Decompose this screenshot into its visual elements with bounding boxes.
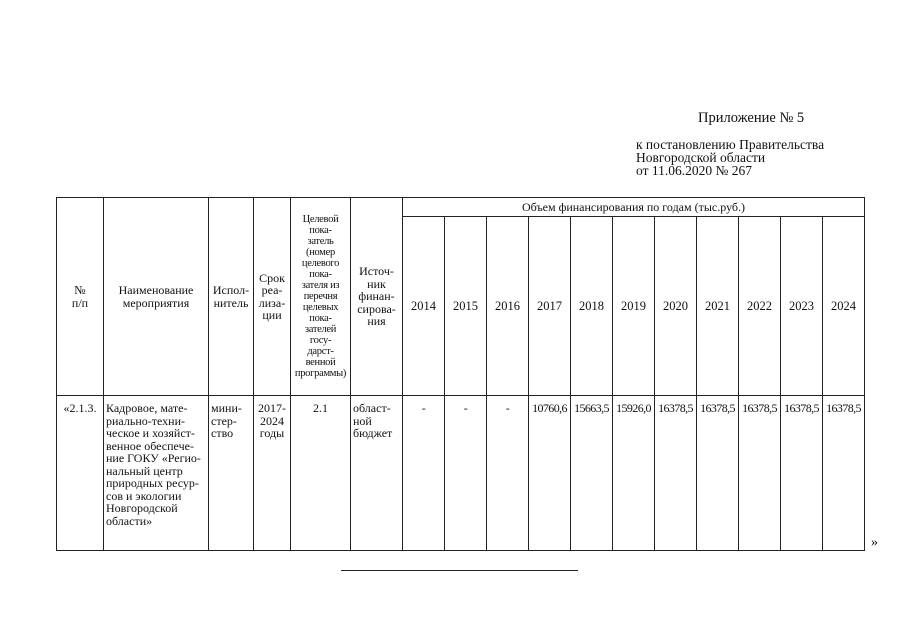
- cell-line: госу-: [309, 335, 332, 346]
- cell-line: лиза-: [258, 295, 286, 310]
- cell-line: бюджет: [353, 426, 393, 440]
- header-name: [104, 198, 209, 396]
- row-source: [351, 396, 403, 551]
- funding-table: [56, 197, 865, 551]
- funding-value: -: [487, 396, 529, 551]
- cell-line: ство: [211, 426, 234, 440]
- header-line: Новгородской области: [636, 150, 766, 165]
- year-header: 2016: [487, 217, 529, 396]
- cell-line: 2017-: [258, 401, 286, 415]
- year-header: 2018: [571, 217, 613, 396]
- cell-line: нитель: [213, 295, 249, 310]
- row-executor: [209, 396, 254, 551]
- cell-line: стер-: [211, 413, 237, 428]
- cell-line: Целевой: [302, 214, 339, 225]
- cell-line: зателей: [304, 324, 337, 335]
- header-line: к постановлению Правительства: [636, 137, 825, 152]
- row-target: 2.1: [291, 396, 351, 551]
- cell-line: перечня: [303, 291, 338, 302]
- year-header: 2021: [697, 217, 739, 396]
- cell-line: ции: [262, 308, 282, 322]
- cell-line: п/п: [71, 295, 89, 310]
- cell-line: пока-: [309, 313, 332, 324]
- funding-value: 16378,5: [739, 396, 781, 551]
- cell-line: целевого: [301, 258, 340, 269]
- cell-line: пока-: [309, 225, 332, 236]
- header-term: [254, 198, 291, 396]
- header-target: [291, 198, 351, 396]
- bottom-rule: [341, 570, 578, 571]
- cell-line: ния: [367, 314, 386, 329]
- funding-value: 16378,5: [823, 396, 865, 551]
- header-line: от 11.06.2020 № 267: [636, 163, 752, 178]
- cell-line: Кадровое, мате-: [106, 401, 188, 415]
- header-funding: Объем финансирования по годам (тыс.руб.): [403, 198, 865, 217]
- funding-value: 16378,5: [655, 396, 697, 551]
- cell-line: финан-: [358, 289, 395, 304]
- header-source: [351, 198, 403, 396]
- cell-line: Срок: [259, 270, 285, 285]
- cell-line: венной: [305, 357, 336, 368]
- cell-line: дарст-: [307, 346, 334, 357]
- cell-line: мероприятия: [122, 295, 190, 310]
- cell-line: реа-: [261, 283, 283, 297]
- year-header: 2014: [403, 217, 445, 396]
- appendix-title: Приложение № 5: [698, 110, 805, 126]
- funding-value: 10760,6: [529, 396, 571, 551]
- cell-line: программы): [294, 368, 347, 379]
- cell-line: риально-техни-: [106, 413, 185, 428]
- cell-line: Испол-: [212, 283, 250, 297]
- header-num: [57, 198, 104, 396]
- cell-line: затель: [307, 236, 334, 247]
- funding-value: 16378,5: [781, 396, 823, 551]
- cell-line: сирова-: [357, 301, 396, 316]
- year-header: 2022: [739, 217, 781, 396]
- funding-value: 15663,5: [571, 396, 613, 551]
- cell-line: нальный центр: [106, 463, 183, 478]
- cell-line: мини-: [211, 401, 242, 415]
- cell-line: Новгородской: [106, 501, 178, 515]
- cell-line: Источ-: [359, 264, 394, 279]
- row-name: [104, 396, 209, 551]
- header-executor: [209, 198, 254, 396]
- funding-value: -: [403, 396, 445, 551]
- cell-line: сов и экологии: [106, 488, 182, 503]
- year-header: 2015: [445, 217, 487, 396]
- row-num: «2.1.3.: [57, 396, 104, 551]
- cell-line: област-: [353, 401, 391, 415]
- cell-line: ник: [367, 276, 386, 291]
- cell-line: 2024: [260, 413, 284, 428]
- cell-line: ческое и хозяйст-: [106, 426, 195, 440]
- closing-quote: »: [871, 535, 878, 550]
- cell-line: №: [74, 283, 86, 297]
- cell-line: (номер: [306, 247, 335, 258]
- row-term: [254, 396, 291, 551]
- cell-line: пока-: [309, 269, 332, 280]
- cell-line: природных ресур-: [106, 476, 199, 490]
- funding-value: 16378,5: [697, 396, 739, 551]
- cell-line: зателя из: [301, 280, 340, 291]
- cell-line: области»: [106, 513, 153, 528]
- year-header: 2024: [823, 217, 865, 396]
- cell-line: ной: [353, 413, 372, 428]
- year-header: 2020: [655, 217, 697, 396]
- year-header: 2019: [613, 217, 655, 396]
- funding-value: 15926,0: [613, 396, 655, 551]
- cell-line: венное обеспече-: [106, 438, 194, 453]
- year-header: 2017: [529, 217, 571, 396]
- cell-line: Наименование: [118, 283, 194, 297]
- cell-line: целевых: [302, 302, 339, 313]
- cell-line: ние ГОКУ «Регио-: [106, 451, 201, 465]
- funding-value: -: [445, 396, 487, 551]
- cell-line: годы: [259, 426, 285, 440]
- year-header: 2023: [781, 217, 823, 396]
